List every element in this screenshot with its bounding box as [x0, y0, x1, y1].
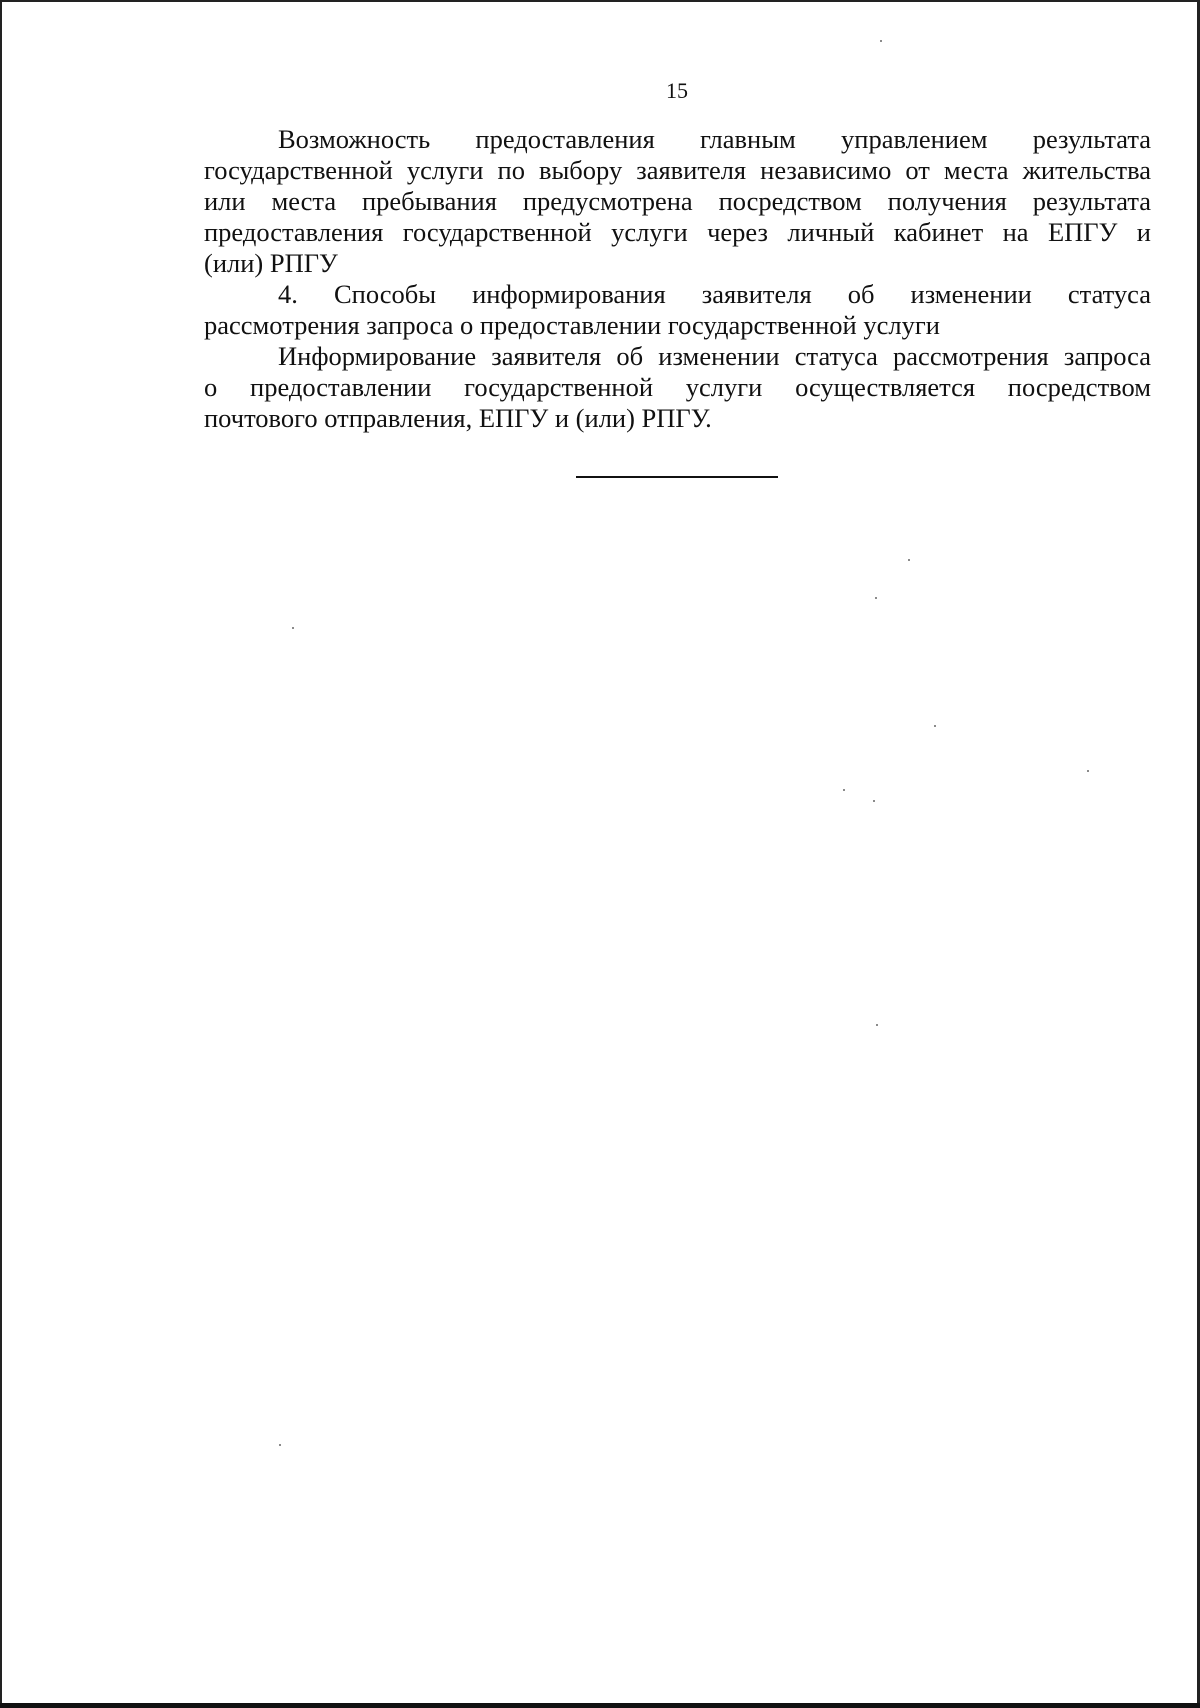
scan-border-top [0, 0, 1200, 2]
scan-speck [292, 627, 294, 629]
text-line: о предоставлении государственной услуги осуществляется посредством [204, 372, 1151, 402]
scan-border-left [0, 0, 2, 1708]
paragraph-status-notification [204, 341, 1151, 434]
scan-speck [843, 789, 845, 791]
text-line: 4. Способы информирования заявителя об изменении статуса [278, 279, 1151, 309]
text-line: или места пребывания предусмотрена посредством получения результата [204, 186, 1151, 216]
text-line: почтового отправления, ЕПГУ и (или) РПГУ. [204, 403, 712, 433]
scan-speck [873, 800, 875, 802]
text-line: (или) РПГУ [204, 248, 338, 278]
scan-border-bottom [0, 1703, 1200, 1708]
text-line: рассмотрения запроса о предоставлении государственной услуги [204, 310, 940, 340]
page-number: 15 [666, 78, 688, 103]
text-line: Возможность предоставления главным управлением результата [278, 124, 1151, 154]
scan-speck [875, 597, 877, 599]
scan-speck [934, 725, 936, 727]
text-line: государственной услуги по выбору заявителя независимо от места жительства [204, 155, 1151, 185]
document-body [204, 124, 1151, 434]
text-line: Информирование заявителя об изменении статуса рассмотрения запроса [278, 341, 1151, 371]
scan-speck [1087, 770, 1089, 772]
paragraph-result-delivery [204, 124, 1151, 279]
scan-speck [880, 40, 882, 42]
text-line: предоставления государственной услуги через личный кабинет на ЕПГУ и [204, 217, 1151, 247]
end-divider-line [576, 476, 778, 478]
scan-speck [876, 1024, 878, 1026]
section-heading-4 [204, 279, 1151, 341]
scan-speck [279, 1444, 281, 1446]
scan-speck [908, 559, 910, 561]
